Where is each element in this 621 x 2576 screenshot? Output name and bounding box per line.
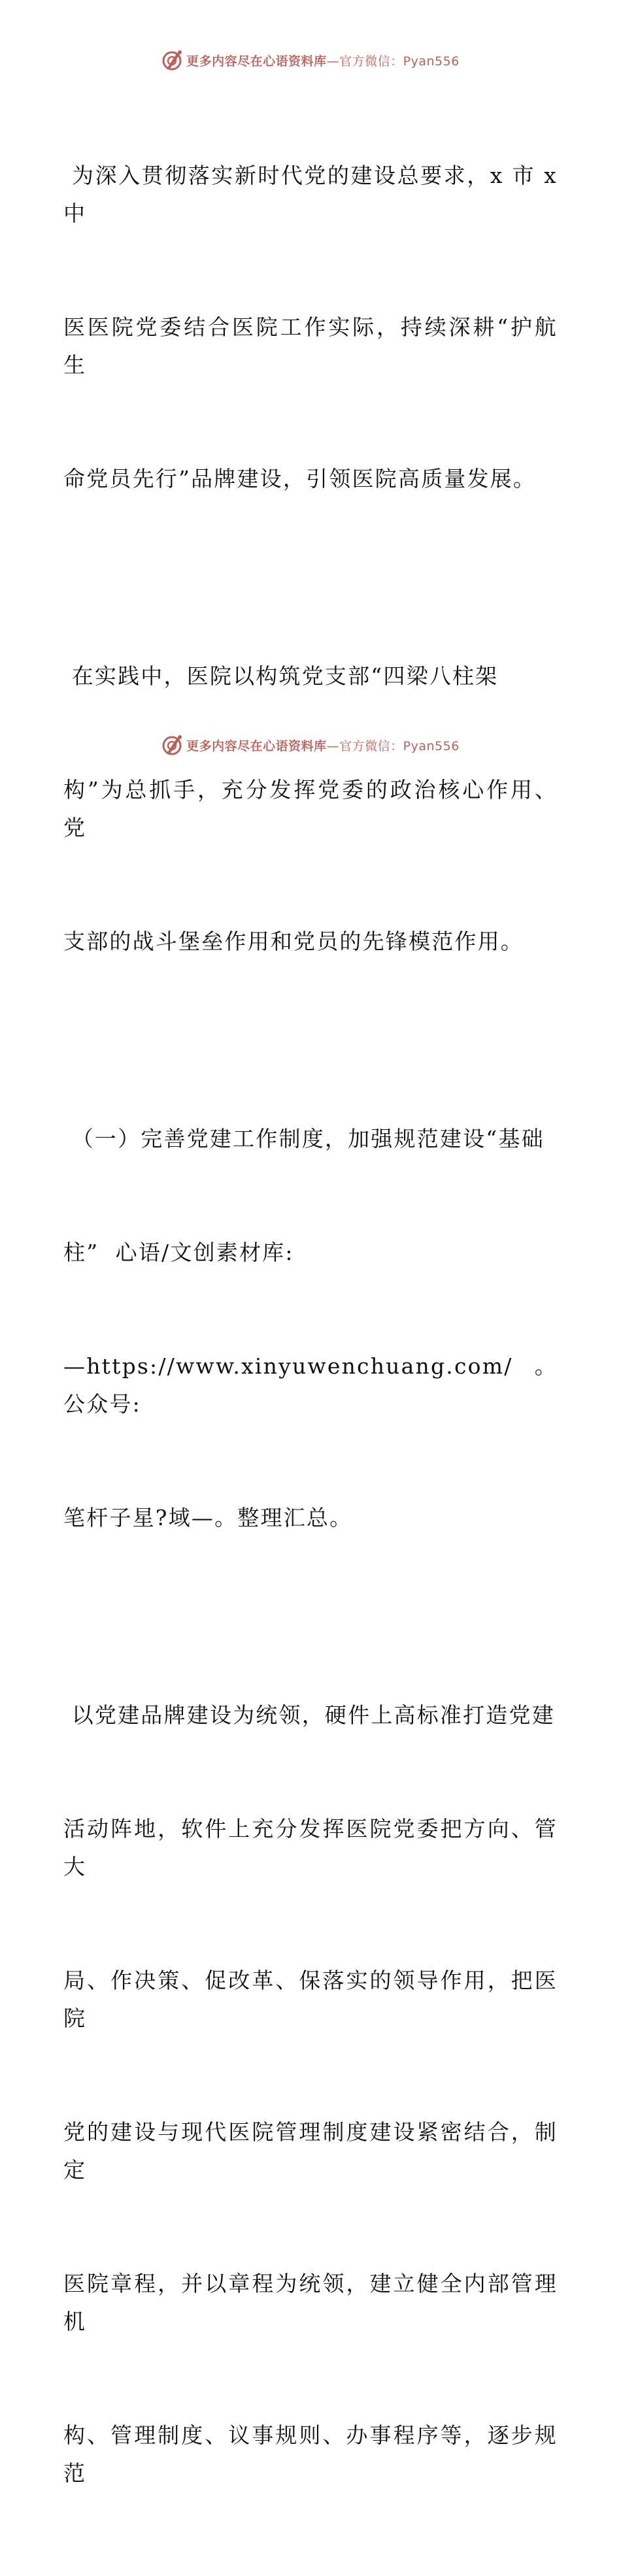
- paragraph-1: [63, 81, 566, 574]
- paragraph-line: 医院章程，并以章程为统领，建立健全内部管理机: [63, 2271, 558, 2334]
- footer-banner: [0, 732, 621, 758]
- header-banner-main: 更多内容尽在心语资料库: [186, 54, 327, 69]
- header-banner-rest: —官方微信：Pyan556: [326, 54, 460, 69]
- paragraph-line: 笔杆子星?域—。整理汇总。: [63, 1505, 353, 1530]
- paragraph-line: 柱” 心语/文创素材库:: [63, 1240, 294, 1265]
- paragraph-line: 活动阵地，软件上充分发挥医院党委把方向、管大: [63, 1816, 558, 1879]
- footer-banner-rest: —官方微信：Pyan556: [326, 738, 460, 753]
- paragraph-line: 党的建设与现代医院管理制度建设紧密结合，制定: [63, 2119, 558, 2183]
- paragraph-line: （一）完善党建工作制度，加强规范建设“基础: [63, 1126, 545, 1151]
- brush-logo-icon: [161, 49, 184, 71]
- paragraph-line: 医医院党委结合医院工作实际，持续深耕“护航生: [63, 314, 558, 378]
- header-banner: [0, 47, 621, 73]
- document-body: [63, 81, 566, 2576]
- paragraph-3: [63, 1044, 558, 1613]
- brush-logo-icon: [161, 734, 184, 756]
- paragraph-line: 命党员先行”品牌建设，引领医院高质量发展。: [63, 466, 537, 491]
- paragraph-line: —https://www.xinyuwenchuang.com/。公众号:: [63, 1353, 558, 1417]
- paragraph-line: 构、管理制度、议事规则、办事程序等，逐步规范: [63, 2422, 558, 2486]
- paragraph-line: 构”为总抓手，充分发挥党委的政治核心作用、党: [63, 777, 558, 840]
- paragraph-line: 为深入贯彻落实新时代党的建设总要求，x 市 x 中: [63, 163, 566, 226]
- paragraph-4: [63, 1621, 558, 2568]
- paragraph-line: 以党建品牌建设为统领，硬件上高标准打造党建: [63, 1702, 555, 1728]
- paragraph-line: 在实践中，医院以构筑党支部“四梁八柱架: [63, 663, 499, 689]
- header-banner-text: [186, 52, 460, 69]
- footer-banner-main: 更多内容尽在心语资料库: [186, 738, 327, 753]
- paragraph-line: 支部的战斗堡垒作用和党员的先锋模范作用。: [63, 929, 524, 954]
- paragraph-line: 局、作决策、促改革、保落实的领导作用，把医院: [63, 1968, 558, 2031]
- paragraph-2: [63, 582, 558, 1036]
- footer-banner-text: [186, 736, 460, 754]
